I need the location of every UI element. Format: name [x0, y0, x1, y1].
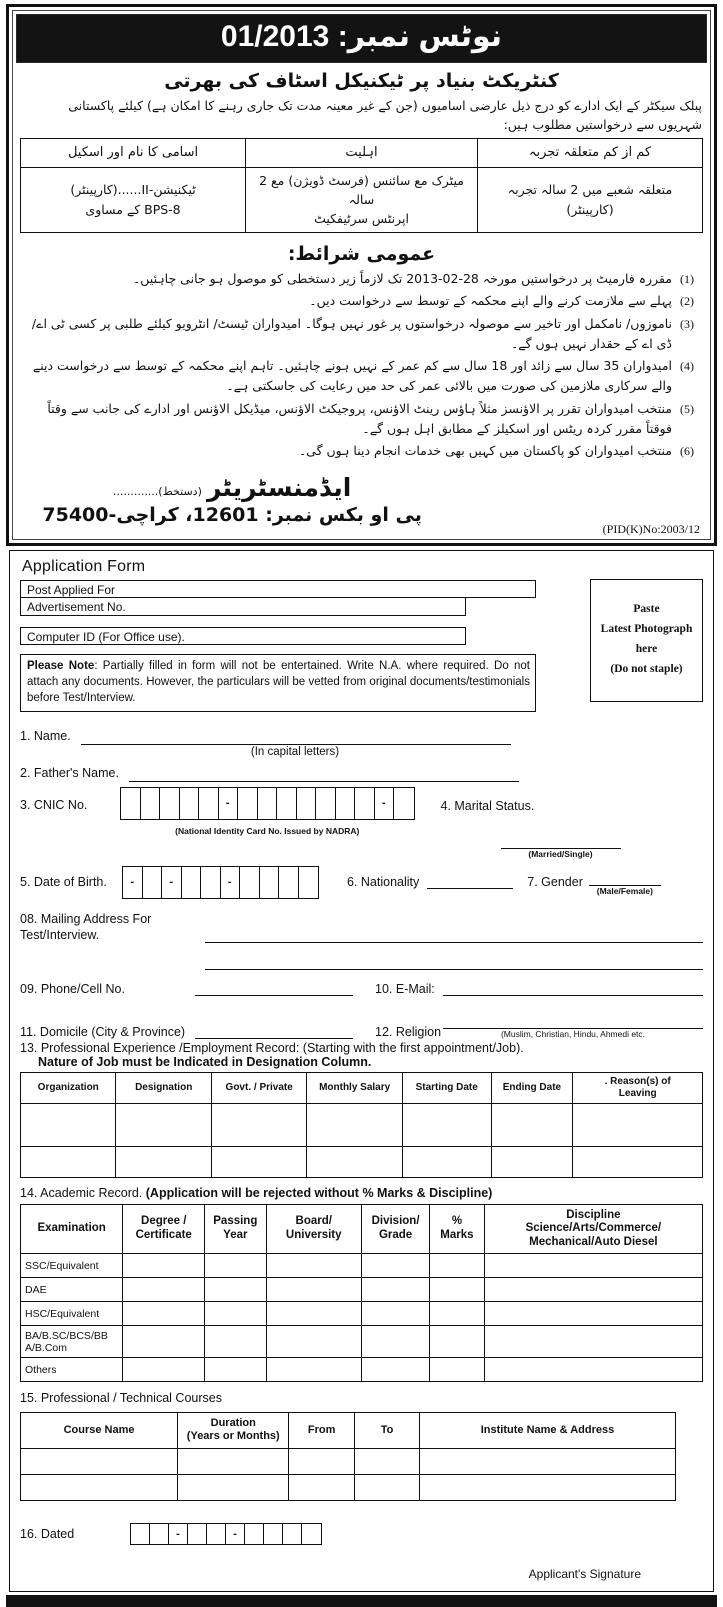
- mailing-address-label-line2: Test/Interview.: [20, 928, 100, 943]
- acad-cell[interactable]: [123, 1302, 205, 1326]
- bottom-black-bar: [6, 1595, 717, 1607]
- father-name-input-line[interactable]: [129, 769, 519, 782]
- advertisement-intro-text: پبلک سیکٹر کے ایک ادارے کو درج ذیل عارضی اسامیوں (جن کے غیر معینہ مدت تک جاری رہنے کا امکان ہے) کیلئے پاکستانی شہریوں سے درخواستیں مطلوب ہیں:: [68, 98, 702, 132]
- marital-status-label: 4. Marital Status.: [440, 798, 535, 813]
- acad-cell[interactable]: [266, 1278, 361, 1302]
- father-name-label: 2. Father's Name.: [20, 765, 119, 780]
- exp-header-reason-leaving: . Reason(s) of Leaving: [573, 1072, 703, 1103]
- exp-header-ending-date: Ending Date: [491, 1072, 573, 1103]
- acad-cell[interactable]: [361, 1358, 429, 1382]
- cnic-hint: (National Identity Card No. Issued by NADRA): [175, 825, 360, 836]
- exp-cell[interactable]: [573, 1146, 703, 1177]
- domicile-label: 11. Domicile (City & Province): [20, 1024, 186, 1039]
- acad-header-board: Board/ University: [266, 1204, 361, 1254]
- condition-number: (4): [680, 359, 694, 374]
- acad-cell[interactable]: [123, 1278, 205, 1302]
- acad-cell[interactable]: [361, 1278, 429, 1302]
- vacancy-header-post: اسامی کا نام اور اسکیل: [21, 138, 246, 167]
- academic-title-bold: (Application will be rejected without % Marks & Discipline): [145, 1185, 493, 1200]
- cnic-row: [20, 787, 703, 859]
- cnic-box[interactable]: [160, 788, 180, 819]
- condition-text: منتخب امیدواران تقرر پر الاؤنسز مثلاً ہاؤس رینٹ الاؤنس، پروجیکٹ الاؤنس، میڈیکل الاؤنس اور ادارے کی جانب سے وقتاً فوقتاً مقرر کردہ ریٹس اور اسکیلز کے مطابق اہل ہوں گے۔: [47, 400, 672, 436]
- acad-cell[interactable]: [484, 1278, 702, 1302]
- dated-box[interactable]: [207, 1524, 226, 1544]
- acad-row-label: BA/B.SC/BCS/BB A/B.Com: [21, 1326, 123, 1358]
- dob-separator-box: -: [123, 867, 143, 898]
- mailing-address-line-2[interactable]: [205, 957, 703, 970]
- exp-header-designation: Designation: [116, 1072, 211, 1103]
- photograph-paste-box: [590, 579, 703, 702]
- acad-header-passing-year: Passing Year: [205, 1204, 266, 1254]
- exp-cell[interactable]: [307, 1103, 402, 1146]
- administrator-title: ایڈمنسٹریٹر: [206, 472, 352, 502]
- table-row[interactable]: [21, 1146, 703, 1177]
- nationality-label: 6. Nationality: [347, 875, 420, 890]
- dated-separator-box: -: [226, 1524, 245, 1544]
- cnic-box[interactable]: [238, 788, 258, 819]
- cnic-box[interactable]: [277, 788, 297, 819]
- acad-cell[interactable]: [266, 1326, 361, 1358]
- marital-status-hint: (Married/Single): [528, 848, 593, 859]
- acad-cell[interactable]: [205, 1326, 266, 1358]
- experience-title: 13. Professional Experience /Employment Record: (Starting with the first appointment/Job).: [20, 1040, 524, 1055]
- acad-cell[interactable]: [361, 1326, 429, 1358]
- dated-box[interactable]: [188, 1524, 207, 1544]
- computer-id-field[interactable]: Computer ID (For Office use).: [20, 627, 466, 645]
- religion-label: 12. Religion: [375, 1024, 442, 1039]
- courses-header-row: [21, 1413, 676, 1448]
- acad-row-label: HSC/Equivalent: [21, 1302, 123, 1326]
- dob-separator-box: -: [221, 867, 241, 898]
- course-header-to: To: [354, 1413, 419, 1448]
- course-cell[interactable]: [178, 1474, 289, 1500]
- acad-cell[interactable]: [205, 1278, 266, 1302]
- exp-header-organization: Organization: [21, 1072, 116, 1103]
- advertisement-subtitle: کنٹریکٹ بنیاد پر ٹیکنیکل اسٹاف کی بھرتی: [164, 70, 559, 92]
- acad-row-label: DAE: [21, 1278, 123, 1302]
- acad-cell[interactable]: [430, 1302, 485, 1326]
- exp-header-starting-date: Starting Date: [402, 1072, 491, 1103]
- experience-subtitle: Nature of Job must be Indicated in Designation Column.: [38, 1054, 372, 1069]
- gender-input-line[interactable]: [589, 873, 661, 886]
- exp-cell[interactable]: [211, 1146, 306, 1177]
- table-row[interactable]: [21, 1278, 703, 1302]
- exp-cell[interactable]: [116, 1103, 211, 1146]
- cnic-box[interactable]: [316, 788, 336, 819]
- photo-line-paste: Paste: [633, 603, 660, 616]
- courses-table: [20, 1412, 676, 1500]
- dob-box[interactable]: [240, 867, 260, 898]
- dated-label: 16. Dated: [20, 1526, 75, 1541]
- acad-cell[interactable]: [123, 1254, 205, 1278]
- mailing-address-row: [20, 911, 703, 970]
- dob-label: 5. Date of Birth.: [20, 875, 107, 890]
- acad-cell[interactable]: [484, 1254, 702, 1278]
- table-row[interactable]: [21, 1358, 703, 1382]
- email-input-line[interactable]: [443, 983, 703, 996]
- note-text: : Partially filled in form will not be entertained. Write N.A. where required. Do not attach any documents. However, the particulars will be vetted from original documents/testimonials before Test/Interview.: [27, 659, 530, 705]
- domicile-input-line[interactable]: [195, 1026, 353, 1039]
- vacancy-table: [20, 138, 703, 233]
- exp-header-monthly-salary: Monthly Salary: [307, 1072, 402, 1103]
- dob-box[interactable]: [279, 867, 299, 898]
- acad-cell[interactable]: [430, 1358, 485, 1382]
- cnic-box[interactable]: [297, 788, 317, 819]
- condition-text: ناموزوں/ نامکمل اور تاخیر سے موصولہ درخواستوں پر غور نہیں ہوگا۔ امیدواران ٹیسٹ/ انٹرویو کیلئے طلبی پر کسی ٹی اے/ ڈی اے کے حقدار نہیں ہوں گے۔: [31, 315, 672, 351]
- acad-header-examination: Examination: [21, 1204, 123, 1254]
- acad-cell[interactable]: [123, 1358, 205, 1382]
- cnic-box[interactable]: [199, 788, 219, 819]
- phone-label: 09. Phone/Cell No.: [20, 981, 125, 996]
- vacancy-header-experience: کم از کم متعلقہ تجربہ: [477, 138, 702, 167]
- table-row[interactable]: [21, 1474, 676, 1500]
- acad-cell[interactable]: [266, 1302, 361, 1326]
- cnic-box[interactable]: [336, 788, 356, 819]
- exp-cell[interactable]: [402, 1103, 491, 1146]
- dated-box[interactable]: [264, 1524, 283, 1544]
- table-row[interactable]: [21, 1448, 676, 1474]
- condition-text: پہلے سے ملازمت کرنے والے اپنے محکمہ کے توسط سے درخواست دیں۔: [309, 293, 672, 309]
- dob-separator-box: -: [162, 867, 182, 898]
- notice-number-text: نوٹس نمبر: 01/2013: [220, 20, 503, 53]
- dob-row: [20, 866, 703, 899]
- condition-text: منتخب امیدواران کو پاکستان میں کہیں بھی خدمات انجام دینا ہوں گی۔: [298, 443, 672, 459]
- name-hint: (In capital letters): [250, 745, 340, 758]
- cnic-box[interactable]: [141, 788, 161, 819]
- condition-number: (3): [680, 316, 694, 331]
- exp-cell[interactable]: [491, 1146, 573, 1177]
- academic-header-row: [21, 1204, 703, 1254]
- acad-header-division: Division/ Grade: [361, 1204, 429, 1254]
- vacancy-cell-experience: متعلقہ شعبے میں 2 سالہ تجربہ (کارپینٹر): [477, 167, 702, 232]
- cnic-box[interactable]: [355, 788, 375, 819]
- acad-row-label: Others: [21, 1358, 123, 1382]
- nationality-input-line[interactable]: [427, 876, 513, 889]
- conditions-heading: عمومی شرائط:: [287, 242, 436, 265]
- pid-number: (PID(K)No:2003/12: [602, 521, 700, 536]
- marital-status-input-line[interactable]: [501, 836, 621, 849]
- note-label: Please Note: [27, 659, 95, 672]
- exp-header-govt-private: Govt. / Private: [211, 1072, 306, 1103]
- applicant-signature-label: Applicant's Signature: [528, 1566, 641, 1581]
- course-cell[interactable]: [420, 1474, 675, 1500]
- experience-header-row: [21, 1072, 703, 1103]
- dated-separator-box: -: [169, 1524, 188, 1544]
- postal-address: پی او بکس نمبر: 12601، کراچی-75400: [42, 503, 422, 526]
- condition-item: [21, 268, 702, 290]
- course-cell[interactable]: [354, 1474, 419, 1500]
- mailing-address-label-line1: 08. Mailing Address For: [20, 911, 152, 926]
- vacancy-table-header-row: [21, 138, 703, 167]
- course-cell[interactable]: [420, 1448, 675, 1474]
- please-note-box: [20, 654, 536, 712]
- dated-boxes[interactable]: [130, 1523, 322, 1545]
- condition-text: مقررہ فارمیٹ پر درخواستیں مورخہ 28-02-2013 تک لازماً زیر دستخطی کو موصول ہو جانی چاہئیں۔: [132, 270, 672, 286]
- cnic-box[interactable]: [121, 788, 141, 819]
- signature-dots: (دستخط).............: [112, 484, 202, 498]
- condition-item: [21, 440, 702, 462]
- post-applied-for-field[interactable]: Post Applied For: [20, 580, 536, 598]
- academic-table: [20, 1204, 703, 1383]
- vacancy-header-eligibility: اہلیت: [246, 138, 478, 167]
- cnic-box[interactable]: [394, 788, 414, 819]
- dated-row: [20, 1523, 703, 1545]
- advertisement-inner-frame: [12, 10, 711, 540]
- cnic-box[interactable]: [258, 788, 278, 819]
- course-header-duration: Duration (Years or Months): [178, 1413, 289, 1448]
- dated-box[interactable]: [283, 1524, 302, 1544]
- condition-text: امیدواران 35 سال سے زائد اور 18 سال سے کم عمر کے نہیں ہونے چاہئیں۔ تاہم اپنے محکمہ کے توسط سے درخواست دینے والے سرکاری ملازمین کی صورت میں بالائی عمر کی حد میں رعایت کی جاسکتی ہے۔: [32, 358, 672, 394]
- table-row[interactable]: [21, 1302, 703, 1326]
- acad-cell[interactable]: [430, 1326, 485, 1358]
- experience-table: [20, 1072, 703, 1178]
- condition-number: (5): [680, 401, 694, 416]
- course-cell[interactable]: [289, 1448, 354, 1474]
- course-header-from: From: [289, 1413, 354, 1448]
- mailing-address-line-1[interactable]: [205, 930, 703, 943]
- email-label: 10. E-Mail:: [375, 981, 435, 996]
- vacancy-cell-post: ٹیکنیشن-II......(کارپینٹر) BPS-8 کے مساوی: [21, 167, 246, 232]
- condition-item: [21, 313, 702, 356]
- table-row[interactable]: [21, 1326, 703, 1358]
- course-header-name: Course Name: [21, 1413, 178, 1448]
- advertisement-block: [6, 4, 717, 546]
- acad-cell[interactable]: [123, 1326, 205, 1358]
- course-cell[interactable]: [178, 1448, 289, 1474]
- condition-item: [21, 290, 702, 312]
- dob-box[interactable]: [260, 867, 280, 898]
- acad-cell[interactable]: [361, 1254, 429, 1278]
- photo-line-latest: Latest Photograph: [600, 623, 693, 636]
- acad-cell[interactable]: [205, 1358, 266, 1382]
- gender-hint: (Male/Female): [596, 886, 653, 897]
- phone-email-row: [20, 982, 703, 996]
- exp-cell[interactable]: [402, 1146, 491, 1177]
- condition-item: [21, 355, 702, 398]
- name-input-line[interactable]: [81, 732, 511, 745]
- acad-cell[interactable]: [361, 1302, 429, 1326]
- course-cell[interactable]: [289, 1474, 354, 1500]
- academic-title: [20, 1178, 703, 1204]
- exp-cell[interactable]: [21, 1103, 116, 1146]
- acad-row-label: SSC/Equivalent: [21, 1254, 123, 1278]
- religion-hint: (Muslim, Christian, Hindu, Ahmedi etc.: [500, 1028, 646, 1039]
- conditions-list: [13, 268, 710, 467]
- acad-header-discipline: Discipline Science/Arts/Commerce/ Mechanical/Auto Diesel: [484, 1204, 702, 1254]
- acad-cell[interactable]: [430, 1278, 485, 1302]
- exp-cell[interactable]: [573, 1103, 703, 1146]
- table-row[interactable]: [21, 1254, 703, 1278]
- acad-cell[interactable]: [484, 1326, 702, 1358]
- dated-box[interactable]: [131, 1524, 150, 1544]
- dob-box[interactable]: [299, 867, 319, 898]
- condition-number: (2): [680, 294, 694, 309]
- table-row[interactable]: [21, 1103, 703, 1146]
- cnic-label: 3. CNIC No.: [20, 797, 88, 812]
- exp-cell[interactable]: [491, 1103, 573, 1146]
- vacancy-cell-eligibility: میٹرک مع سائنس (فرسٹ ڈویژن) مع 2 سالہ اپرنٹس سرٹیفکیٹ: [246, 167, 478, 232]
- exp-cell[interactable]: [211, 1103, 306, 1146]
- acad-cell[interactable]: [484, 1358, 702, 1382]
- dob-boxes[interactable]: [122, 866, 319, 899]
- acad-cell[interactable]: [205, 1302, 266, 1326]
- acad-cell[interactable]: [266, 1358, 361, 1382]
- form-title: Application Form: [22, 557, 146, 575]
- gender-label: 7. Gender: [527, 875, 583, 890]
- courses-title: 15. Professional / Technical Courses: [20, 1391, 222, 1406]
- application-form: [9, 550, 714, 1592]
- acad-header-marks: % Marks: [430, 1204, 485, 1254]
- dob-box[interactable]: [143, 867, 163, 898]
- course-cell[interactable]: [21, 1448, 178, 1474]
- acad-cell[interactable]: [266, 1254, 361, 1278]
- name-label: 1. Name.: [20, 728, 71, 743]
- dated-box[interactable]: [150, 1524, 169, 1544]
- advertisement-no-field[interactable]: Advertisement No.: [20, 598, 466, 616]
- condition-number: (1): [680, 271, 694, 286]
- course-cell[interactable]: [354, 1448, 419, 1474]
- father-name-row: [20, 764, 703, 782]
- dob-box[interactable]: [201, 867, 221, 898]
- exp-cell[interactable]: [307, 1146, 402, 1177]
- dated-box[interactable]: [302, 1524, 321, 1544]
- exp-cell[interactable]: [116, 1146, 211, 1177]
- notice-banner: [16, 14, 707, 63]
- cnic-separator-box: -: [375, 788, 395, 819]
- cnic-separator-box: -: [219, 788, 239, 819]
- exp-cell[interactable]: [21, 1146, 116, 1177]
- dated-box[interactable]: [245, 1524, 264, 1544]
- cnic-box[interactable]: [180, 788, 200, 819]
- cnic-boxes[interactable]: [120, 787, 415, 820]
- religion-input-line[interactable]: [443, 1016, 703, 1029]
- name-row: [20, 727, 703, 758]
- domicile-religion-row: [20, 1011, 703, 1039]
- dob-box[interactable]: [182, 867, 202, 898]
- photo-line-staple: (Do not staple): [610, 662, 683, 675]
- photo-line-here: here: [635, 643, 658, 656]
- course-header-institute: Institute Name & Address: [420, 1413, 675, 1448]
- acad-header-degree: Degree / Certificate: [123, 1204, 205, 1254]
- condition-item: [21, 398, 702, 441]
- course-cell[interactable]: [21, 1474, 178, 1500]
- academic-title-plain: 14. Academic Record.: [20, 1185, 146, 1200]
- acad-cell[interactable]: [430, 1254, 485, 1278]
- acad-cell[interactable]: [205, 1254, 266, 1278]
- phone-input-line[interactable]: [195, 983, 353, 996]
- signature-block: [13, 467, 710, 539]
- condition-number: (6): [680, 444, 694, 459]
- vacancy-table-row: [21, 167, 703, 232]
- acad-cell[interactable]: [484, 1302, 702, 1326]
